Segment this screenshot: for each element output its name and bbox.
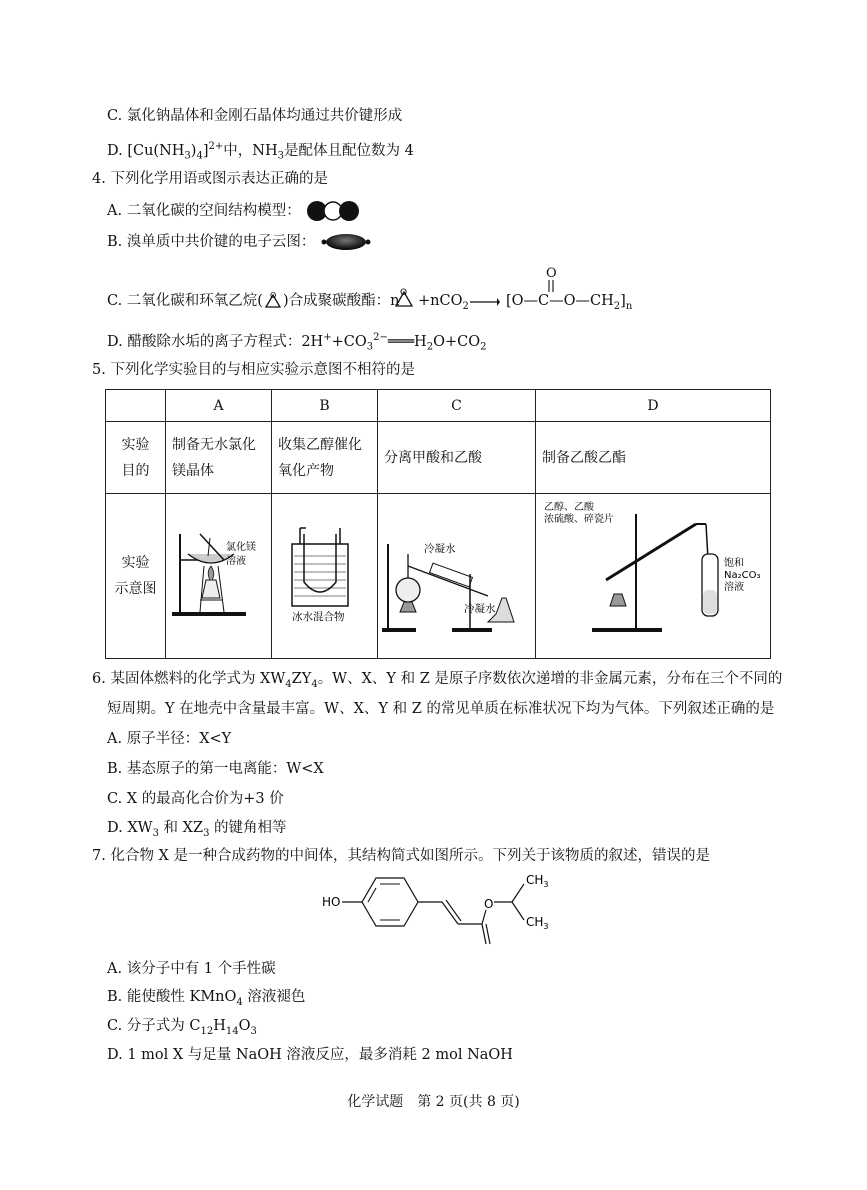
purpose-b: 收集乙醇催化 氧化产物 [272, 422, 378, 494]
row-label-purpose: 实验 目的 [106, 422, 166, 494]
q6-option-d: D. $XW_3$ 和 $XZ_3$ 的键角相等 [107, 820, 287, 839]
ester-prep-apparatus [536, 494, 770, 654]
q4-stem: 4. 下列化学用语或图示表达正确的是 [92, 171, 328, 187]
q4-option-b: B. 溴单质中共价键的电子云图： [107, 232, 372, 252]
q7-option-a: A. 该分子中有 1 个手性碳 [107, 961, 276, 977]
label-ch3-top: $CH_3$ [526, 873, 549, 889]
diagram-c [378, 494, 536, 659]
label-reagents-1: 乙醇、乙酸 [544, 502, 594, 513]
q5-stem: 5. 下列化学实验目的与相应实验示意图不相符的是 [92, 362, 415, 378]
q6-option-b: B. 基态原子的第一电离能：W<X [107, 761, 324, 777]
q4-reagent-co2: +nCO$_2$ [418, 293, 469, 312]
reaction-arrow [470, 296, 500, 308]
co2-spacefill-model [305, 200, 361, 222]
purpose-c: 分离甲酸和乙酸 [378, 422, 536, 494]
svg-text:O: O [269, 291, 277, 300]
diagram-d [536, 494, 771, 659]
q7-option-b: B. 能使酸性 KMnO$_4$ 溶液褪色 [107, 989, 306, 1008]
label-solution: 溶液 [226, 556, 246, 567]
label-ch3-bottom: $CH_3$ [526, 915, 549, 931]
q7-stem: 7. 化合物 X 是一种合成药物的中间体，其结构简式如图所示。下列关于该物质的叙述，错误的是 [92, 848, 710, 864]
ice-bath-collection [272, 494, 377, 654]
col-header-d: D [536, 390, 771, 422]
diagram-a [166, 494, 272, 659]
row-label-diagram: 实验 示意图 [106, 494, 166, 659]
label-cooling-water-out: 冷凝水 [464, 603, 496, 615]
q4-option-c: C. 二氧化碳和环氧乙烷( O )合成聚碳酸酯：n [107, 291, 400, 309]
label-reagents-2: 浓硫酸、碎瓷片 [544, 514, 614, 525]
q6-stem-line2: 短周期。Y 在地壳中含量最丰富。W、X、Y 和 Z 的常见单质在标准状况下均为气体。下列叙述正确的是 [107, 701, 775, 717]
purpose-d: 制备乙酸乙酯 [536, 422, 771, 494]
diagram-b [272, 494, 378, 659]
q6-option-c: C. X 的最高化合价为+3 价 [107, 791, 284, 807]
q4-poly-carbonyl-o: O [546, 266, 557, 281]
q3-option-c: C. 氯化钠晶体和金刚石晶体均通过共价键形成 [107, 108, 403, 124]
label-ice-water: 冰水混合物 [292, 611, 345, 623]
q4-option-d: D. 醋酸除水垢的离子方程式：$2H^++CO_3^{2-}═══H_2O+CO_2$ [107, 332, 487, 353]
label-ho: HO [322, 895, 341, 909]
bracket-right: ] [620, 293, 626, 309]
table-corner [106, 390, 166, 422]
q6-stem-line1: 6. 某固体燃料的化学式为 $XW_4ZY_4$。W、X、Y 和 Z 是原子序数依次递增的非金属元素，分布在三个不同的 [92, 671, 783, 690]
q6-option-a: A. 原子半径：X<Y [107, 731, 232, 747]
bracket-left: [ [506, 293, 512, 309]
label-o: O [484, 897, 494, 911]
label-na2co3: Na₂CO₃ [724, 570, 761, 581]
evaporation-apparatus [166, 494, 271, 654]
q7-option-c: C. 分子式为 $C_{12}H_{14}O_3$ [107, 1018, 257, 1037]
epoxide-ring-reactant [393, 286, 415, 310]
svg-text:O: O [400, 288, 408, 298]
q4-option-a: A. 二氧化碳的空间结构模型： [107, 200, 361, 222]
q4-polycarbonate: $[O—C—O—CH_2]_n$ [506, 293, 633, 312]
epoxide-ring [263, 291, 283, 311]
col-header-b: B [272, 390, 378, 422]
q3-option-d: D. $[Cu(NH_3)_4]^{2+}$中，$NH_3$是配体且配位数为 4 [107, 141, 414, 162]
q7-option-d: D. 1 mol X 与足量 NaOH 溶液反应，最多消耗 2 mol NaOH [107, 1047, 513, 1063]
distillation-apparatus [378, 494, 535, 654]
compound-x-structure [318, 866, 558, 946]
col-header-a: A [166, 390, 272, 422]
label-saturated: 饱和 [724, 558, 744, 569]
label-mgcl2: 氯化镁 [226, 542, 256, 553]
label-cooling-water-in: 冷凝水 [424, 543, 456, 555]
col-header-c: C [378, 390, 536, 422]
page-footer: 化学试题 第 2 页(共 8 页) [347, 1094, 520, 1110]
bromine-electron-cloud [320, 233, 372, 251]
experiment-table [105, 389, 771, 659]
label-solution-d: 溶液 [724, 582, 744, 593]
purpose-a: 制备无水氯化 镁晶体 [166, 422, 272, 494]
